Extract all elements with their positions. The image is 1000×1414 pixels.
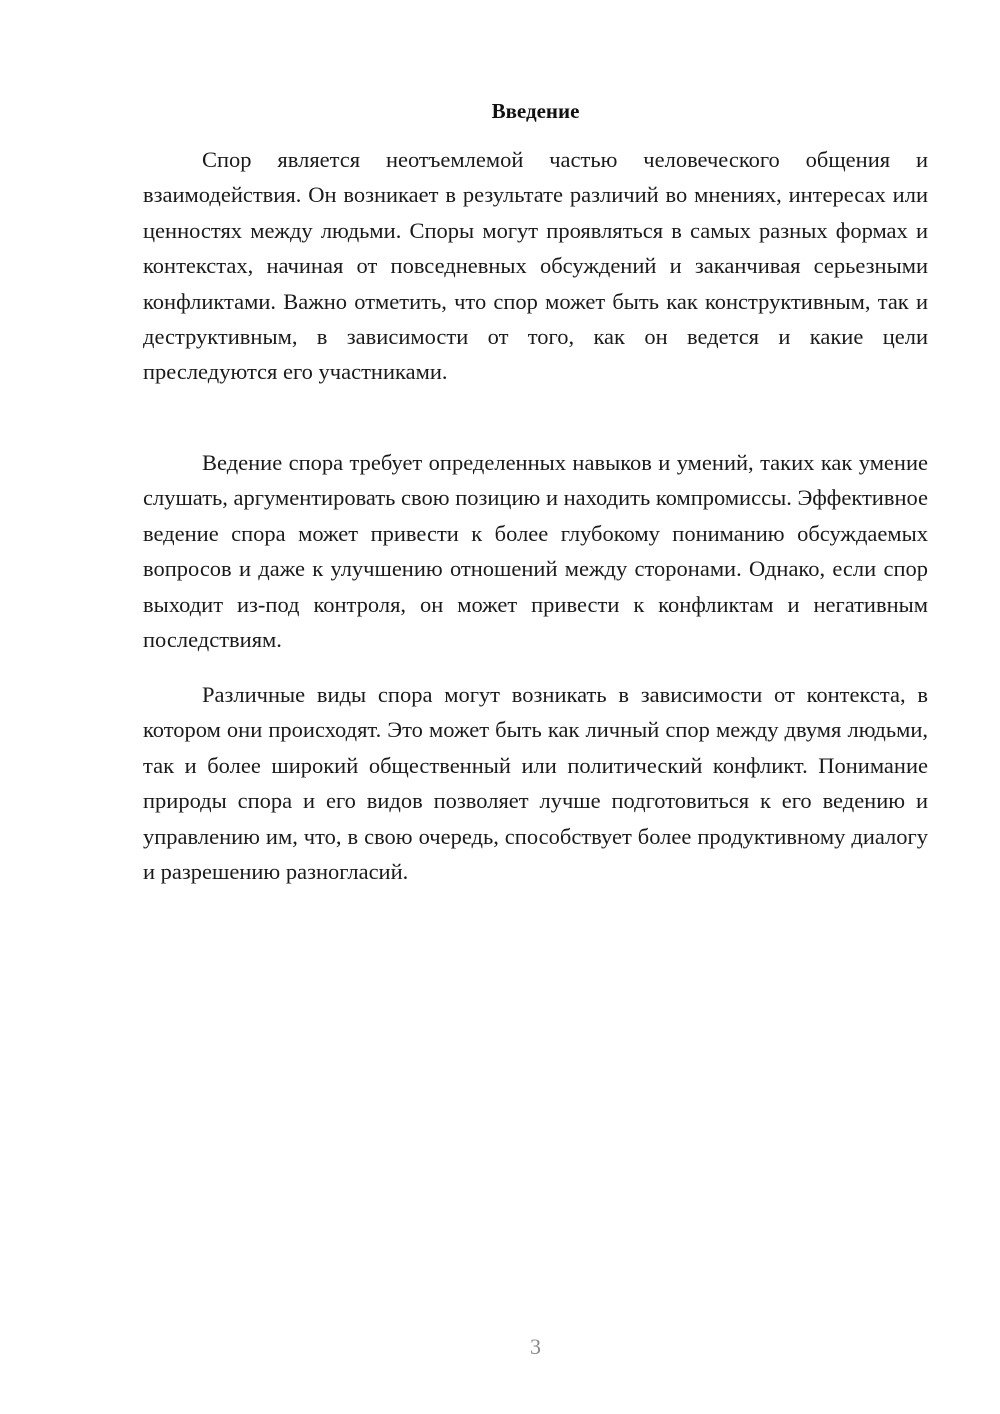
paragraph-3: Различные виды спора могут возникать в зависимости от контекста, в котором они происходят. Это может быть как личный спор между двумя людьми, так и более широкий общественный или политический конфликт. Понимание природы спора и его видов позволяет лучше подготовиться к его ведению и управлению им, что, в свою очередь, способствует более продуктивному диалогу и разрешению разногласий. xyxy=(143,682,928,885)
paragraph-2: Ведение спора требует определенных навыков и умений, таких как умение слушать, аргументировать свою позицию и находить компромиссы. Эффективное ведение спора может привести к более глубокому пониманию обсуждаемых вопросов и даже к улучшению отношений между сторонами. Однако, если спор выходит из-под контроля, он может привести к конфликтам и негативным последствиям. xyxy=(143,450,928,653)
section-heading: Введение xyxy=(491,99,580,123)
paragraph-1: Спор является неотъемлемой частью человеческого общения и взаимодействия. Он возникает в результате различий во мнениях, интересах или ценностях между людьми. Споры могут проявляться в самых разных формах и контекстах, начиная от повседневных обсуждений и заканчивая серьезными конфликтами. Важно отметить, что спор может быть как конструктивным, так и деструктивным, в зависимости от того, как он ведется и какие цели преследуются его участниками. xyxy=(143,147,928,385)
page-number: 3 xyxy=(530,1334,541,1359)
